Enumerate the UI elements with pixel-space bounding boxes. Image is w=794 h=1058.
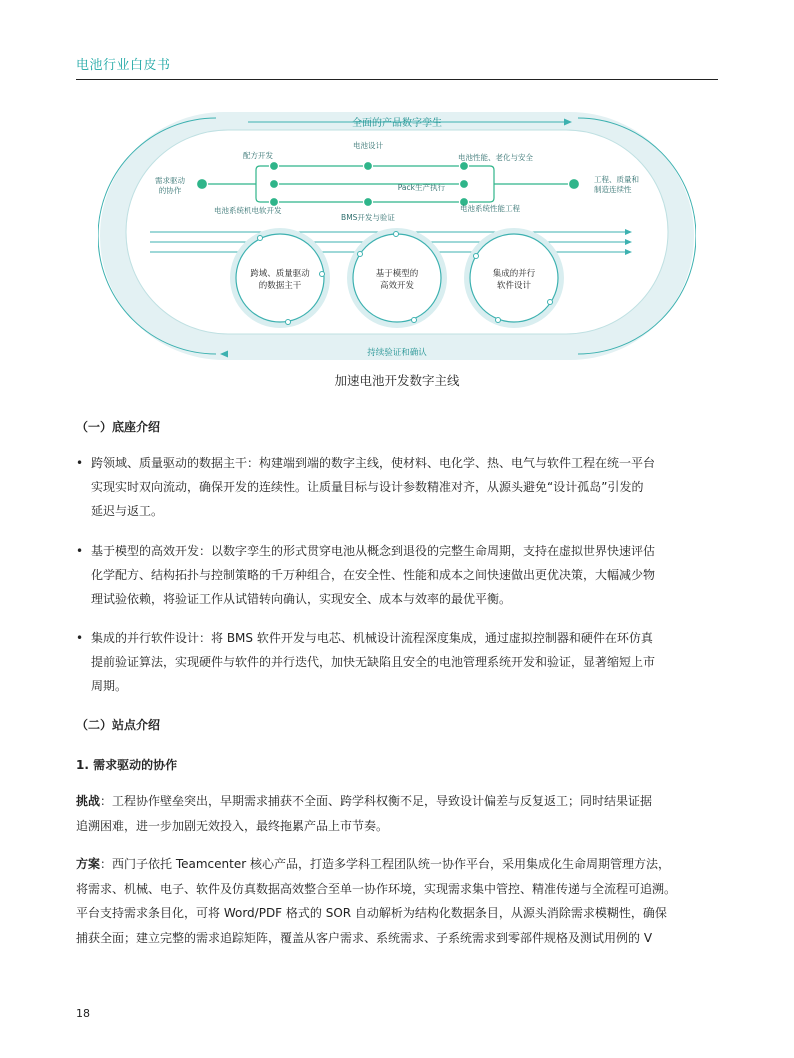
- node-recipe: [270, 162, 279, 171]
- bullet-line: 周期。: [91, 679, 128, 693]
- node-bms: [364, 198, 373, 207]
- solution-text: ：西门子依托 Teamcenter 核心产品，打造多学科工程团队统一协作平台，采用集成化生命周期管理方法，: [100, 857, 670, 871]
- label-continuity-1: 工程、质量和: [594, 175, 639, 184]
- hub-3: [464, 228, 564, 328]
- bullet-line: 化学配方、结构拓扑与控制策略的千万种组合，在安全性、性能和成本之间快速做出更优决策，大幅减少物: [91, 568, 656, 582]
- header-divider: [76, 79, 718, 80]
- solution-text: 平台支持需求条目化，可将 Word/PDF 格式的 SOR 自动解析为结构化数据条目，从源头消除需求模糊性，确保: [76, 906, 667, 920]
- solution-text: 将需求、机械、电子、软件及仿真数据高效整合至单一协作环境，实现需求集中管控、精准传递与全流程可追溯。: [76, 881, 677, 896]
- bullet-dot: •: [76, 544, 84, 558]
- bullet-line: 集成的并行软件设计：将 BMS 软件开发与电芯、机械设计流程深度集成，通过虚拟控制器和硬件在环仿真: [91, 631, 653, 645]
- header-title: 电池行业白皮书: [76, 58, 171, 73]
- hub-3-line2: 软件设计: [496, 281, 532, 291]
- bullet-data-backbone: [76, 451, 726, 523]
- figure-caption: 加速电池开发数字主线: [334, 373, 460, 388]
- hub-2-line1: 基于模型的: [375, 269, 419, 279]
- node-requirements: [197, 179, 208, 190]
- label-requirements-1: 需求驱动: [155, 176, 185, 185]
- label-pack: Pack生产执行: [397, 183, 445, 192]
- bullet-line: 基于模型的高效开发：以数字孪生的形式贯穿电池从概念到退役的完整生命周期，支持在虚拟世界快速评估: [91, 544, 656, 558]
- hub-1-line2: 的数据主干: [258, 281, 302, 291]
- solution-paragraph: [76, 852, 726, 950]
- bullet-line: 提前验证算法，实现硬件与软件的并行迭代，加快无缺陷且安全的电池管理系统开发和验证，显著缩短上市: [91, 655, 656, 669]
- label-continuity-2: 制造连续性: [594, 185, 632, 194]
- page-number: 18: [76, 1007, 90, 1020]
- label-recipe: 配方开发: [243, 151, 273, 160]
- node-performance: [460, 162, 469, 171]
- node-battery-design: [364, 162, 373, 171]
- node-mid-left: [270, 180, 279, 189]
- label-sys-perf: 电池系统性能工程: [460, 204, 520, 213]
- diagram-bottom-label: 持续验证和确认: [367, 348, 427, 358]
- section-heading-foundation: （一）底座介绍: [76, 420, 161, 434]
- hub-2-line2: 高效开发: [379, 281, 415, 291]
- bullet-line: 延迟与返工。: [91, 504, 164, 518]
- hub-2: [347, 228, 447, 328]
- solution-label: 方案: [76, 857, 101, 871]
- challenge-text: 追溯困难，进一步加剧无效投入，最终拖累产品上市节奏。: [76, 818, 389, 833]
- subsection-heading: 1. 需求驱动的协作: [76, 758, 178, 772]
- hub-1-line1: 跨域、质量驱动: [250, 269, 310, 279]
- bullet-model-based: [76, 539, 726, 611]
- hub-1: [230, 228, 330, 328]
- node-pack: [460, 180, 469, 189]
- label-requirements-2: 的协作: [158, 186, 182, 195]
- bullet-line: 实现实时双向流动，确保开发的连续性。让质量目标与设计参数精准对齐，从源头避免“设计孤岛”引发的: [91, 480, 644, 494]
- bullet-dot: •: [76, 456, 84, 470]
- label-performance: 电池性能、老化与安全: [458, 153, 533, 162]
- diagram-top-label: 全面的产品数字孪生: [352, 118, 442, 129]
- challenge-paragraph: [76, 789, 726, 838]
- challenge-label: 挑战: [76, 794, 101, 808]
- section-heading-sites: （二）站点介绍: [76, 718, 161, 732]
- bullet-line: 理试验依赖，将验证工作从试错转向确认，实现安全、成本与效率的最优平衡。: [91, 592, 512, 606]
- bullet-dot: •: [76, 631, 84, 645]
- challenge-text: ：工程协作壁垒突出，早期需求捕获不全面、跨学科权衡不足，导致设计偏差与反复返工；同时结果证据: [100, 794, 653, 808]
- bullet-line: 跨领域、质量驱动的数据主干：构建端到端的数字主线，使材料、电化学、热、电气与软件工程在统一平台: [91, 456, 656, 470]
- label-bms: BMS开发与验证: [341, 213, 395, 222]
- label-electromech: 电池系统机电软开发: [214, 206, 282, 215]
- bullet-parallel-software: [76, 626, 726, 698]
- hub-3-line1: 集成的并行: [492, 269, 536, 279]
- label-battery-design: 电池设计: [353, 141, 383, 150]
- digital-thread-diagram: [98, 104, 696, 366]
- node-continuity: [569, 179, 580, 190]
- solution-text: 捕获全面；建立完整的需求追踪矩阵，覆盖从客户需求、系统需求、子系统需求到零部件规格及测试用例的 V: [76, 930, 653, 945]
